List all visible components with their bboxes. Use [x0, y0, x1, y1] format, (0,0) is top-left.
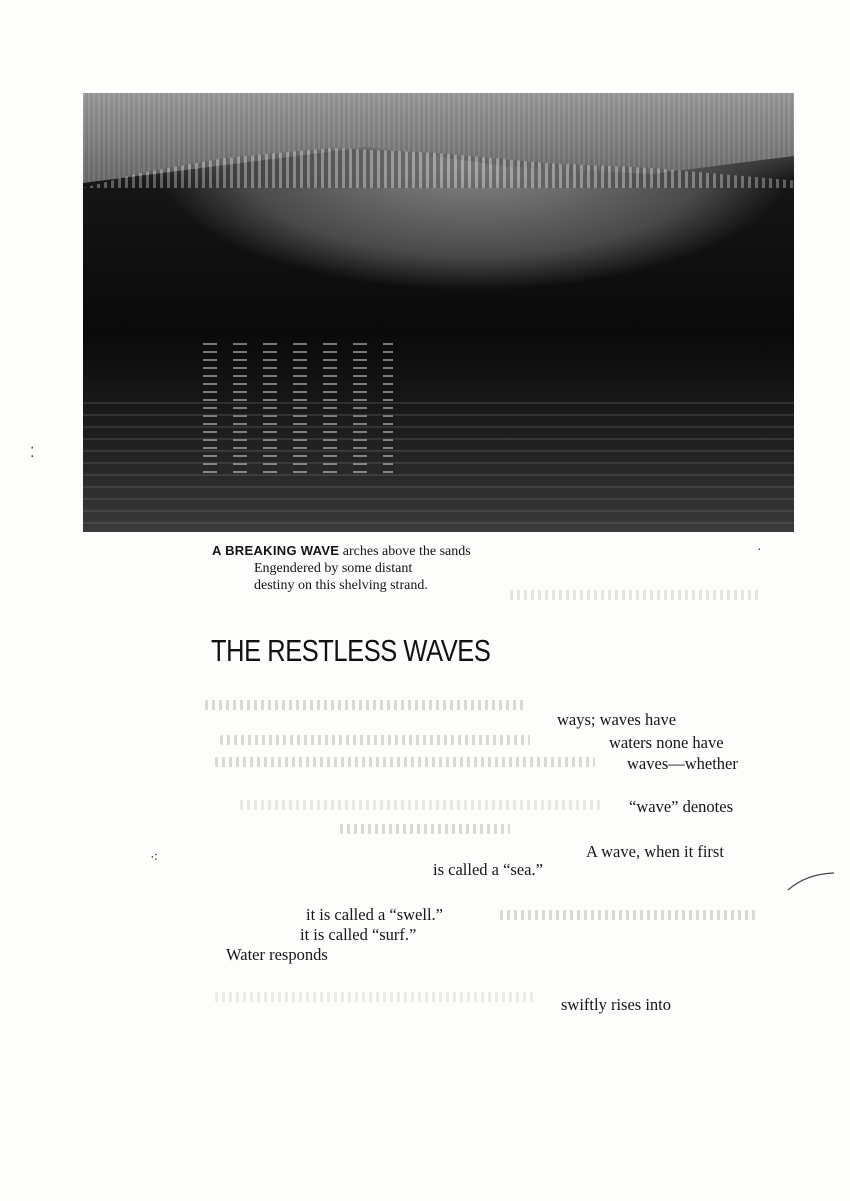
faded-text-trace: [215, 757, 595, 767]
faded-text-trace: [205, 700, 525, 710]
text-fragment-6: is called a “sea.”: [433, 860, 543, 879]
pen-stroke-mark: [786, 870, 836, 892]
text-fragment-8: it is called “surf.”: [300, 925, 417, 944]
text-fragment-1: ways; waves have: [557, 710, 677, 729]
text-fragment-2: waters none have: [609, 733, 724, 752]
faded-text-trace: [510, 590, 760, 600]
photo-caption: [212, 542, 592, 594]
caption-lead: A BREAKING WAVE: [212, 543, 340, 558]
faded-text-trace: [240, 800, 600, 810]
text-fragment-9: Water responds: [226, 945, 328, 964]
caption-line2: Engendered by some distant: [254, 561, 413, 576]
scan-speck: ⁚: [30, 446, 35, 461]
text-fragment-4: “wave” denotes: [629, 797, 733, 816]
faded-text-trace: [340, 824, 510, 834]
scan-speck: ·: [757, 543, 762, 558]
photo-water-ripples: [83, 402, 794, 532]
text-fragment-5: A wave, when it first: [586, 842, 724, 861]
caption-line3: destiny on this shelving strand.: [254, 578, 428, 593]
faded-text-trace: [215, 992, 535, 1002]
text-fragment-3: waves—whether: [627, 754, 738, 773]
text-fragment-7: it is called a “swell.”: [306, 905, 443, 924]
wave-photo: [83, 93, 794, 532]
faded-text-trace: [500, 910, 755, 920]
faded-text-trace: [220, 735, 530, 745]
article-title: THE RESTLESS WAVES: [211, 633, 491, 668]
caption-line1: arches above the sands: [339, 544, 471, 559]
scan-speck: ⁖: [150, 851, 159, 866]
text-fragment-10: swiftly rises into: [561, 995, 671, 1014]
